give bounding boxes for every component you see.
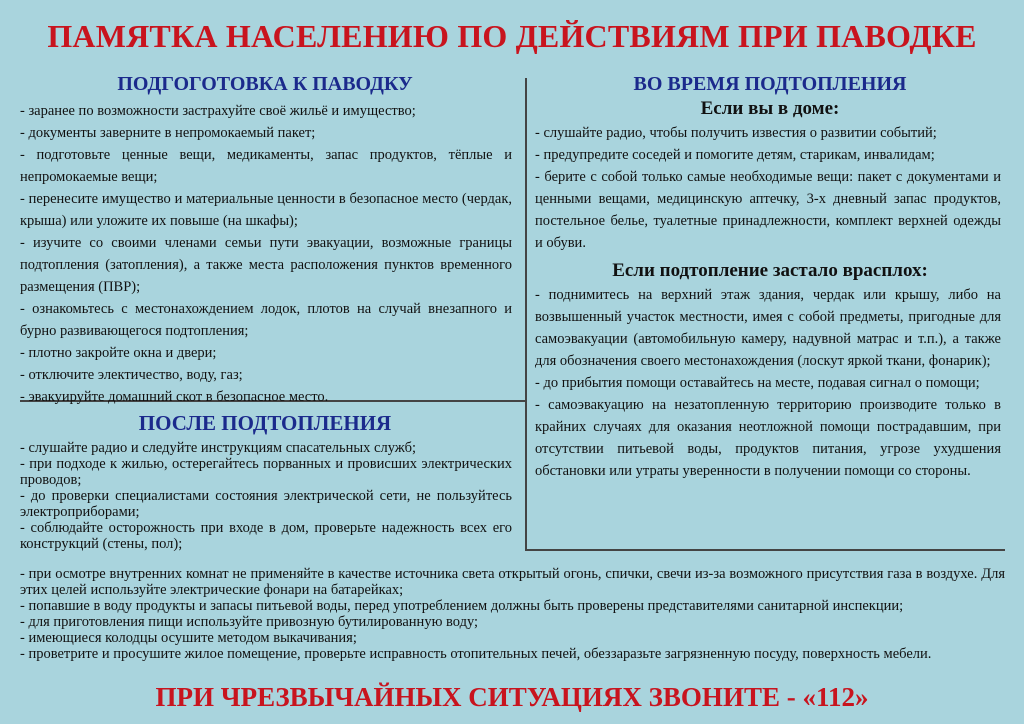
list-item: - имеющиеся колодцы осушите методом выкачивания;	[20, 630, 357, 646]
list-item: - при подходе к жилью, остерегайтесь порванных и провисших электрических проводов;	[20, 456, 512, 488]
list-item: - слушайте радио и следуйте инструкциям спасательных служб;	[20, 440, 416, 456]
list-item: - подготовьте ценные вещи, медикаменты, запас продуктов, тёплые и непромокаемые вещи;	[20, 147, 512, 185]
preparation-heading: ПОДГОГОТОВКА К ПАВОДКУ	[117, 73, 413, 95]
right-section-divider	[525, 549, 1005, 551]
list-item: - самоэвакуацию на незатопленную территорию производите только в крайних случаях для оказания неотложной помощи пострадавшим, при отсутствии питьевой воды, продуктов питания, угрозе ухудшения обстановки или утраты уверенности в получении помощи со стороны.	[535, 397, 1001, 479]
list-item: - поднимитесь на верхний этаж здания, чердак или крышу, либо на возвышенный участок местности, имея с собой предметы, пригодные для самоэвакуации (автомобильную камеру, надувной матрас и т.п.), а также для обозначения своего местонахождения (лоскут яркой ткани, фонарик);	[535, 287, 1001, 369]
list-item: - плотно закройте окна и двери;	[20, 345, 217, 361]
list-item: - берите с собой только самые необходимые вещи: пакет с документами и ценными вещами, медицинскую аптечку, 3-х дневный запас продуктов, постельное белье, туалетные принадлежности, комплект верхней одежды и обуви.	[535, 169, 1001, 251]
during-heading: ВО ВРЕМЯ ПОДТОПЛЕНИЯ	[633, 73, 907, 95]
after-heading: ПОСЛЕ ПОДТОПЛЕНИЯ	[138, 411, 392, 435]
list-item: - при осмотре внутренних комнат не применяйте в качестве источника света открытый огонь, спички, свечи из-за возможного присутствия газа в воздухе. Для этих целей используйте электрические фонари на батарейках;	[20, 566, 1005, 598]
list-item: - отключите электичество, воду, газ;	[20, 367, 243, 383]
list-item: - документы заверните в непромокаемый пакет;	[20, 125, 316, 141]
list-item: - изучите со своими членами семьи пути эвакуации, возможные границы подтопления (затопления), а также места расположения пунктов временного размещения (ПВР);	[20, 235, 512, 295]
list-item: - заранее по возможности застрахуйте своё жильё и имущество;	[20, 103, 416, 119]
list-item: - проветрите и просушите жилое помещение, проверьте исправность отопительных печей, обеззаразьте загрязненную посуду, поверхность мебели.	[20, 646, 932, 662]
list-item: - попавшие в воду продукты и запасы питьевой воды, перед употреблением должны быть проверены представителями санитарной инспекции;	[20, 598, 904, 614]
sudden-heading: Если подтопление застало врасплох:	[612, 260, 928, 281]
emergency-phone-footer: ПРИ ЧРЕЗВЫЧАЙНЫХ СИТУАЦИЯХ ЗВОНИТЕ - «112»	[155, 682, 869, 712]
sudden-list	[535, 284, 1001, 482]
list-item: - до проверки специалистами состояния электрической сети, не пользуйтесь электроприборами;	[20, 488, 512, 520]
page-title: ПАМЯТКА НАСЕЛЕНИЮ ПО ДЕЙСТВИЯМ ПРИ ПАВОДКЕ	[47, 18, 977, 54]
list-item: - слушайте радио, чтобы получить известия о развитии событий;	[535, 125, 937, 141]
after-list-narrow	[20, 440, 512, 552]
list-item: - эвакуируйте домашний скот в безопасное место.	[20, 389, 329, 405]
list-item: - ознакомьтесь с местонахождением лодок, плотов на случай внезапного и бурно развивающегося подтопления;	[20, 301, 512, 339]
list-item: - для приготовления пищи используйте привозную бутилированную воду;	[20, 614, 479, 630]
at-home-heading: Если вы в доме:	[700, 98, 840, 119]
list-item: - перенесите имущество и материальные ценности в безопасное место (чердак, крыша) или уложите их повыше (на шкафы);	[20, 191, 512, 229]
after-list-wide	[20, 566, 1005, 662]
list-item: - соблюдайте осторожность при входе в дом, проверьте надежность всех его конструкций (стены, пол);	[20, 520, 512, 552]
list-item: - до прибытия помощи оставайтесь на месте, подавая сигнал о помощи;	[535, 375, 980, 391]
preparation-list	[20, 100, 512, 408]
at-home-list	[535, 122, 1001, 254]
list-item: - предупредите соседей и помогите детям, старикам, инвалидам;	[535, 147, 935, 163]
column-divider	[525, 78, 527, 550]
